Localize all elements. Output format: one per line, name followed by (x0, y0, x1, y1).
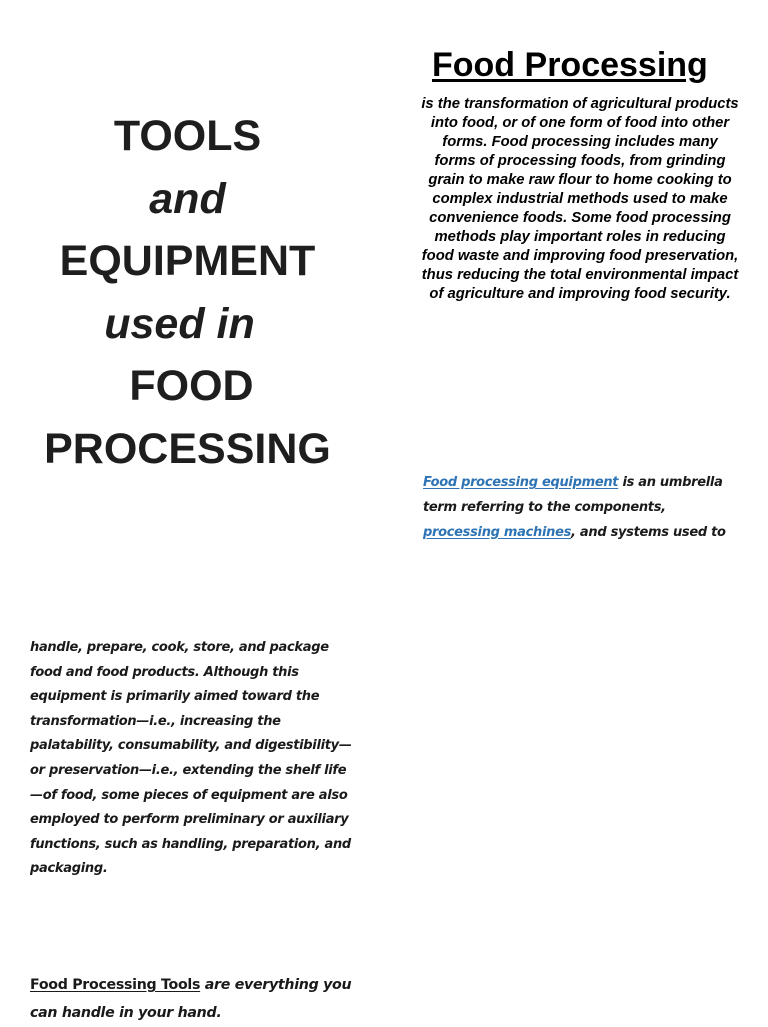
processing-machines-link[interactable]: processing machines (423, 524, 572, 540)
main-title (20, 105, 355, 480)
title-line-tools: TOOLS (113, 112, 262, 160)
food-processing-heading: Food Processing (432, 46, 708, 84)
title-line-used-in: used in (104, 299, 255, 348)
equipment-continuation-paragraph: handle, prepare, cook, store, and package food and food products. Although this equipment is primarily aimed toward the transformation—i.e., increasing the palatability, consumability, and digestibility—or preservation—i.e., extending the shelf life—of food, some pieces of equipment are also employed to perform preliminary or auxiliary functions, such as handling, preparation, and packaging. (30, 640, 352, 877)
equipment-paragraph (423, 471, 741, 545)
title-line-and: and (149, 174, 226, 223)
equipment-text-2: , and systems used to (571, 524, 726, 540)
tools-paragraph (30, 972, 352, 1027)
title-line-equipment: EQUIPMENT (59, 237, 316, 285)
title-line-processing: PROCESSING (44, 424, 331, 473)
equipment-text-1: is an umbrella term referring to the components, (423, 475, 723, 515)
food-processing-definition: is the transformation of agricultural products into food, or of one form of food into other forms. Food processing includes many forms of processing foods, from grinding grain to make raw flour to home cooking to complex industrial methods used to make convenience foods. Some food processing methods play important roles in reducing food waste and improving food preservation, thus reducing the total environmental impact of agriculture and improving food security. (421, 96, 739, 302)
food-processing-equipment-link[interactable]: Food processing equipment (423, 475, 619, 490)
food-processing-tools-link[interactable]: Food Processing Tools (30, 977, 201, 993)
title-line-food: FOOD (129, 362, 254, 410)
tools-text: are everything you can handle in your hand. (30, 977, 352, 1021)
